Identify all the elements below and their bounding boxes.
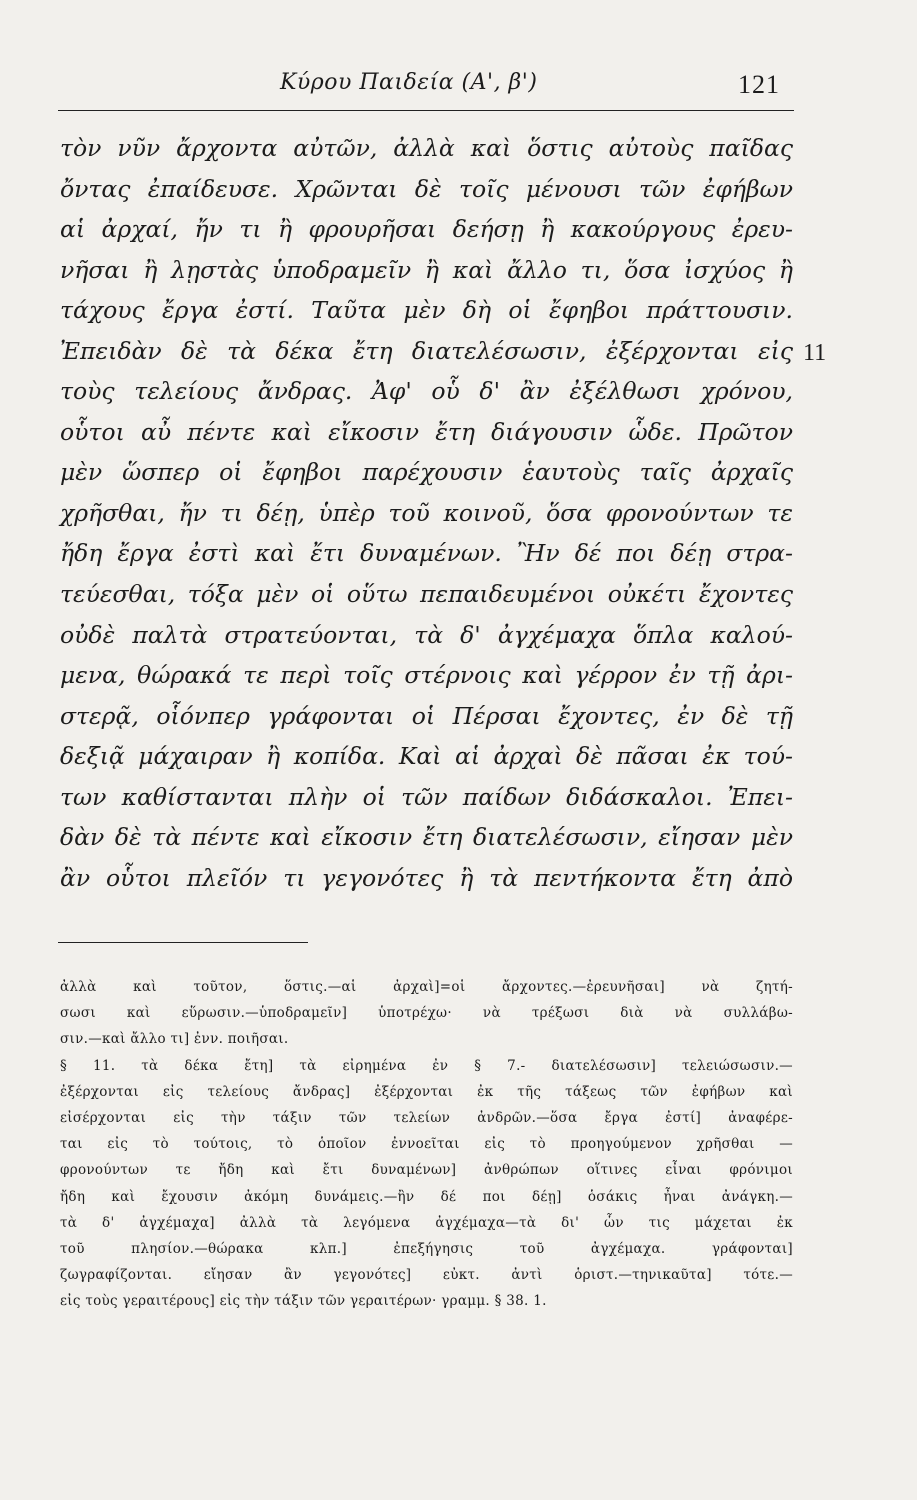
footnote-line: ἤδη καὶ ἔχουσιν ἀκόμη δυνάμεις.—ἢν δέ ποι δέῃ] ὁσάκις ἦναι ἀνάγκη.— <box>60 1188 793 1205</box>
text-line: οὐδὲ παλτὰ στρατεύονται, τὰ δ' ἀγχέμαχα ὅπλα καλού- <box>60 620 793 649</box>
footnote-line: φρονούντων τε ἤδη καὶ ἔτι δυναμένων] ἀνθρώπων οἵτινες εἶναι φρόνιμοι <box>60 1162 793 1179</box>
text-line: τὸν νῦν ἄρχοντα αὐτῶν, ἀλλὰ καὶ ὅστις αὐτοὺς παῖδας <box>60 134 793 162</box>
text-line: ἂν οὗτοι πλεῖόν τι γεγονότες ἢ τὰ πεντήκοντα ἔτη ἀπὸ <box>60 863 793 892</box>
text-line: αἱ ἀρχαί, ἤν τι ἢ φρουρῆσαι δεήσῃ ἢ κακούργους ἐρευ- <box>60 215 793 244</box>
footnotes-block <box>60 974 793 1314</box>
text-line: τεύεσθαι, τόξα μὲν οἱ οὕτω πεπαιδευμένοι οὐκέτι ἔχοντες <box>60 580 793 609</box>
text-line: των καθίστανται πλὴν οἱ τῶν παίδων διδάσκαλοι. Ἐπει- <box>60 782 793 811</box>
footnote-line: σιν.—καὶ ἄλλο τι] ἐνν. ποιῆσαι. <box>60 1031 289 1048</box>
page-number: 121 <box>738 70 780 99</box>
text-line: νῆσαι ἢ λῃστὰς ὑποδραμεῖν ἢ καὶ ἄλλο τι, ὅσα ἰσχύος ἢ <box>60 255 793 284</box>
footnote-line: § 11. τὰ δέκα ἔτη] τὰ εἰρημένα ἐν § 7.- διατελέσωσιν] τελειώσωσιν.— <box>60 1057 793 1074</box>
footnote-rule <box>58 942 308 943</box>
footnote-line: ζωγραφίζονται. εἴησαν ἂν γεγονότες] εὐκτ. ἀντὶ ὁριστ.—τηνικαῦτα] τότε.— <box>60 1267 793 1284</box>
footnote-line: τοῦ πλησίον.—θώρακα κλπ.] ἐπεξήγησις τοῦ ἀγχέμαχα. γράφονται] <box>60 1240 793 1257</box>
header-rule <box>58 110 794 111</box>
footnote-line: ἀλλὰ καὶ τοῦτον, ὅστις.—αἱ ἀρχαὶ]=οἱ ἄρχοντες.—ἐρευνῆσαι] νὰ ζητή- <box>60 979 793 995</box>
text-line: τάχους ἔργα ἐστί. Ταῦτα μὲν δὴ οἱ ἔφηβοι πράττουσιν. <box>60 296 793 325</box>
text-line: ἤδη ἔργα ἐστὶ καὶ ἔτι δυναμένων. Ἢν δέ ποι δέῃ στρα- <box>60 539 793 568</box>
text-line: μὲν ὥσπερ οἱ ἔφηβοι παρέχουσιν ἑαυτοὺς ταῖς ἀρχαῖς <box>60 458 793 487</box>
text-line: οὗτοι αὖ πέντε καὶ εἴκοσιν ἔτη διάγουσιν ὧδε. Πρῶτον <box>60 417 793 446</box>
text-line: Ἐπειδὰν δὲ τὰ δέκα ἔτη διατελέσωσιν, ἐξέρχονται εἰς <box>60 336 793 365</box>
text-line: τοὺς τελείους ἄνδρας. Ἀφ' οὗ δ' ἂν ἐξέλθωσι χρόνου, <box>60 377 793 406</box>
text-line: δεξιᾷ μάχαιραν ἢ κοπίδα. Καὶ αἱ ἀρχαὶ δὲ πᾶσαι ἐκ τού- <box>60 742 793 771</box>
text-line: δὰν δὲ τὰ πέντε καὶ εἴκοσιν ἔτη διατελέσωσιν, εἴησαν μὲν <box>60 823 793 852</box>
footnote-line: ἐξέρχονται εἰς τελείους ἄνδρας] ἐξέρχονται ἐκ τῆς τάξεως τῶν ἐφήβων καὶ <box>60 1083 793 1100</box>
footnote-line: εἰσέρχονται εἰς τὴν τάξιν τῶν τελείων ἀνδρῶν.—ὅσα ἔργα ἐστί] ἀναφέρε- <box>60 1109 793 1126</box>
section-number: 11 <box>803 340 827 366</box>
text-line: ὄντας ἐπαίδευσε. Χρῶνται δὲ τοῖς μένουσι τῶν ἐφήβων <box>60 174 793 203</box>
text-line: χρῆσθαι, ἤν τι δέῃ, ὑπὲρ τοῦ κοινοῦ, ὅσα φρονούντων τε <box>60 498 793 527</box>
text-line: στερᾷ, οἷόνπερ γράφονται οἱ Πέρσαι ἔχοντες, ἐν δὲ τῇ <box>60 701 793 730</box>
main-text-block <box>60 128 793 898</box>
footnote-line: σωσι καὶ εὕρωσιν.—ὑποδραμεῖν] ὑποτρέχω· νὰ τρέξωσι διὰ νὰ συλλάβω- <box>60 1005 793 1022</box>
running-title: Κύρου Παιδεία (Α', β') <box>280 70 538 95</box>
text-line: μενα, θώρακά τε περὶ τοῖς στέρνοις καὶ γέρρον ἐν τῇ ἀρι- <box>60 661 793 690</box>
footnote-line: εἰς τοὺς γεραιτέρους] εἰς τὴν τάξιν τῶν γεραιτέρων· γραμμ. § 38. 1. <box>60 1293 547 1310</box>
footnote-line: ται εἰς τὸ τούτοις, τὸ ὁποῖον ἐννοεῖται εἰς τὸ προηγούμενον χρῆσθαι — <box>60 1136 793 1153</box>
footnote-line: τὰ δ' ἀγχέμαχα] ἀλλὰ τὰ λεγόμενα ἀγχέμαχα—τὰ δι' ὧν τις μάχεται ἐκ <box>60 1214 793 1231</box>
